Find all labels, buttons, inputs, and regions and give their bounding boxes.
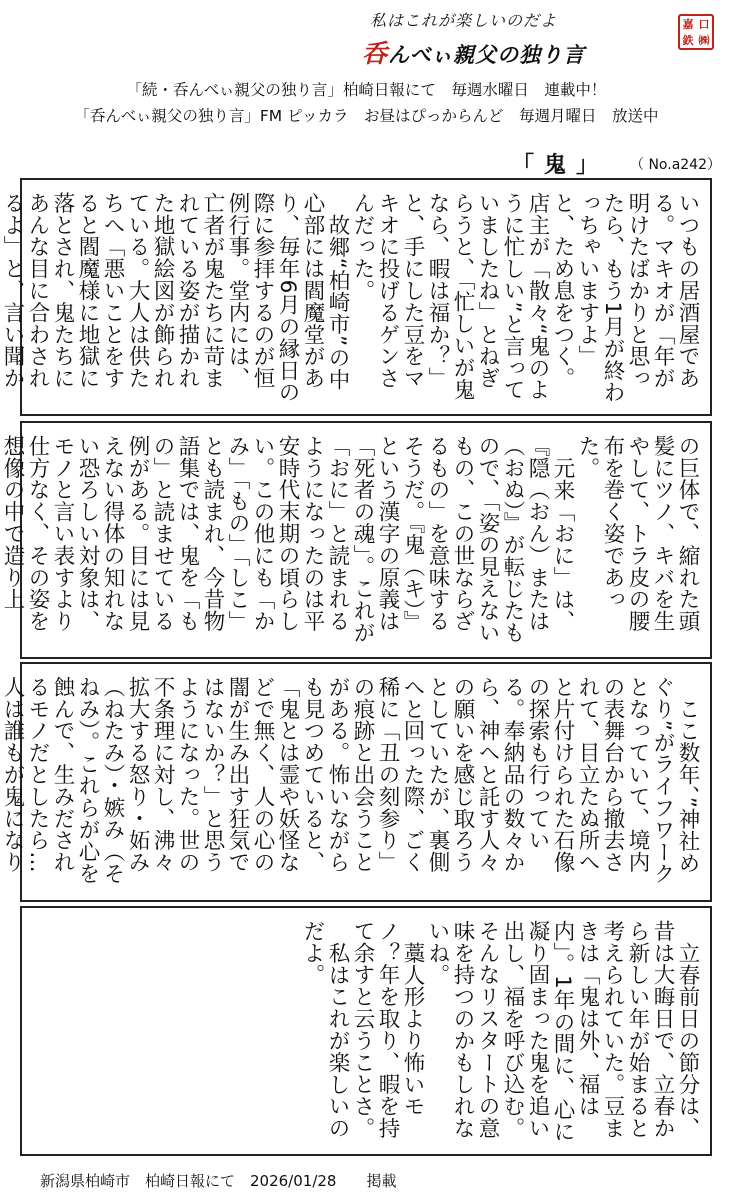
panel-1-text [0,192,700,404]
paragraph: 藁人形より怖いモノ？年を取り、暇を持て余すと云うことさ。 [350,920,425,1139]
hanko-char: 鉄 [682,33,694,47]
article-title: 「鬼」 [512,153,609,178]
panel-4-text [32,920,700,1144]
article-number: （ No.a242） [630,157,721,173]
hanko-char: 嘉 [682,17,694,31]
paragraph: 私はこれが楽しいのだよ。 [300,920,350,1139]
hanko-char: 口 [698,17,710,31]
text-panel-3 [0,662,712,902]
text-panel-4 [20,906,712,1156]
series-title [362,34,672,70]
paragraph: 故郷“柏崎市”の中心部には閻魔堂があり、毎年6月の縁日の際に参拝するのが恒例行事。堂内には、亡者が鬼たちに苛まれている姿が描かれた地獄絵図が飾られている。大人は供たちへ「悪いことをすると閻魔様に地獄に落とされ、鬼たちにあんな目に合わされるよ」と、言い聞か [0,192,350,404]
series-title-rest: んべぃ親父の独り言 [388,42,586,67]
paragraph: いつもの居酒屋であ る。マキオが「年が明けたばかりと思ったら、もう1月が終わっちゃいますよ」と、ため息をつく。店主が「散々“鬼のように忙しい”と言っていましたね」とねぎらうと、「忙しいが鬼なら、暇は福か？」と、手にした豆をマキオに投げるゲンさんだった。 [350,192,700,404]
paragraph: の巨体で、縮れた頭髪にツノ、キバを生やして、トラ皮の腰布を巻く姿であった。 [575,435,700,633]
publication-footer: 新潟県柏崎市 柏崎日報にて 2026/01/28 掲載 [40,1172,397,1190]
paragraph: ここ数年、”神社めぐり”がライフワークとなっていて、境内の表舞台から撤去されて、目立たぬ所へと片付けられた石像の探索も行っている。奉納品の数々から、神へと託す人々の願いを感じ取ろうとしていたが、裏側へと回った際、ごく稀に「丑の刻参り」の痕跡と出会うことがある。怖いながらも見つめていると、「鬼とは霊や妖怪などで無く、人の心の闇が生み出す狂気ではないか？」と思うようになった。世の不条理に対し、沸々拡大する怒り・妬み（ねたみ）・嫉み（そねみ）。これらが心を蝕んで、生みだされるモノだとしたら…人は誰もが鬼になり [0,676,700,885]
tagline: 私はこれが楽しいのだよ [370,11,558,30]
text-panel-2 [0,421,712,659]
notice-newspaper: 「続・呑んべぃ親父の独り言」柏崎日報にて 毎週水曜日 連載中！ [126,81,607,99]
series-title-first-char: 呑 [362,39,389,68]
paragraph: 立春前日の節分は、昔は大晦日で、立春から新しい年が始まると考えられていた。豆まきは「鬼は外、福は内」。1年の間に、心に凝り固まった鬼を追い出し、福を呼び込む。そんなリスタートの意味を持つのかもしれないね。 [425,920,700,1143]
panel-2-text [0,435,700,647]
panel-3-text [0,676,700,890]
notice-radio: 「呑んべぃ親父の独り言」FM ピッカラ お昼はぴっからんど 毎週月曜日 放送中 [74,107,659,125]
paragraph: 元来「おに」は、『隠（おん）または（おぬ）』が転じたもので、「姿の見えないもの、この世ならざるもの」を意味するそうだ。『鬼（キ）』という漢字の原義は「死者の魂」。これが「おに」と読まれるようになったのは平安時代末期の頃らしい。この他にも「かみ」「もの」「しこ」とも読まれ、今昔物語集では、鬼を「もの」と読ませている例がある。目には見えない得体の知れない恐ろしい対象は、モノと言い表すより仕方なく、その姿を想像の中で造り上 [0,435,575,644]
hanko-char: ㈱ [698,33,710,47]
text-panel-1 [0,178,712,416]
hanko-seal [678,14,714,50]
